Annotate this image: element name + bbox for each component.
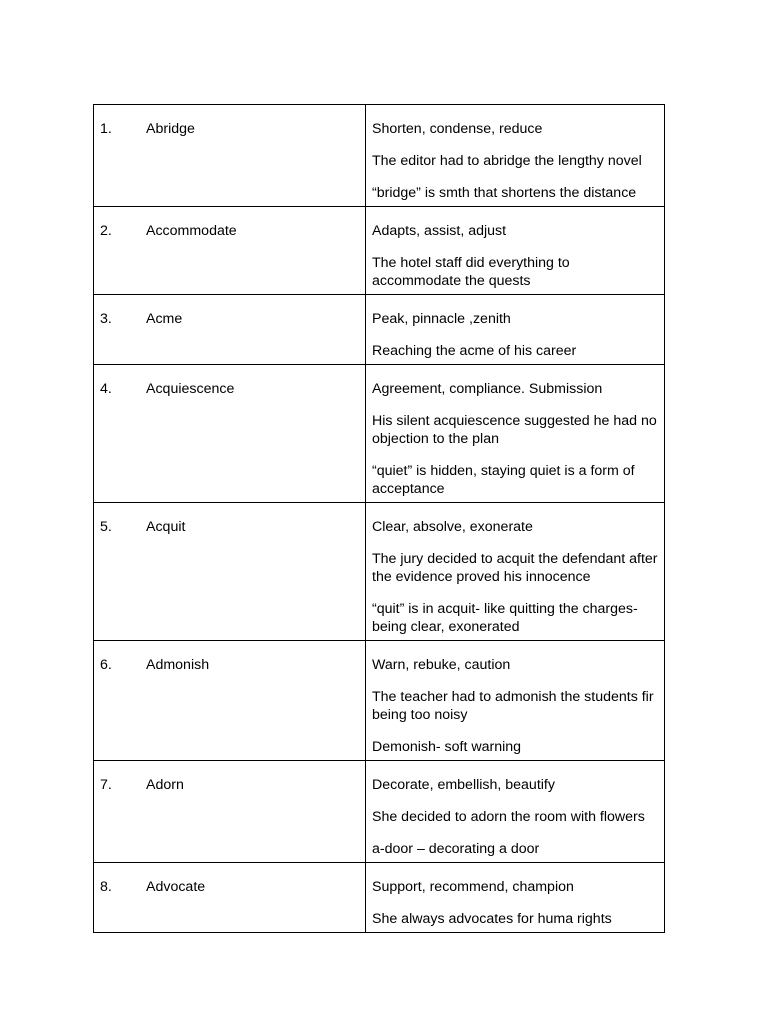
- mnemonic-text: “quit” is in acquit- like quitting the charges- being clear, exonerated: [372, 601, 638, 635]
- entry-number: 8.: [100, 879, 112, 895]
- table-row: [94, 761, 665, 863]
- synonyms-text: Shorten, condense, reduce: [372, 121, 543, 137]
- mnemonic-text: a-door – decorating a door: [372, 841, 540, 857]
- entry-number: 1.: [100, 121, 112, 137]
- example-sentence: His silent acquiescence suggested he had no objection to the plan: [372, 413, 657, 447]
- entry-number: 6.: [100, 657, 112, 673]
- definition-cell: [366, 295, 665, 365]
- word-cell: [94, 503, 366, 641]
- mnemonic-text: “quiet” is hidden, staying quiet is a form of acceptance: [372, 463, 635, 497]
- example-sentence: The teacher had to admonish the students fir being too noisy: [372, 689, 654, 723]
- vocabulary-word: Accommodate: [146, 223, 237, 239]
- synonyms-text: Adapts, assist, adjust: [372, 223, 507, 239]
- mnemonic-text: “bridge” is smth that shortens the distance: [372, 185, 637, 201]
- vocabulary-word: Acme: [146, 311, 183, 327]
- synonyms-text: Decorate, embellish, beautify: [372, 777, 555, 793]
- definition-cell: [366, 207, 665, 295]
- definition-cell: [366, 105, 665, 207]
- entry-number: 5.: [100, 519, 112, 535]
- vocabulary-word: Abridge: [146, 121, 195, 137]
- synonyms-text: Peak, pinnacle ,zenith: [372, 311, 511, 327]
- example-sentence: Reaching the acme of his career: [372, 343, 577, 359]
- vocabulary-word: Advocate: [146, 879, 206, 895]
- vocabulary-word: Adorn: [146, 777, 184, 793]
- word-cell: [94, 365, 366, 503]
- table-row: [94, 207, 665, 295]
- vocabulary-word: Acquit: [146, 519, 186, 535]
- entry-number: 7.: [100, 777, 112, 793]
- table-row: [94, 365, 665, 503]
- definition-cell: [366, 641, 665, 761]
- synonyms-text: Clear, absolve, exonerate: [372, 519, 533, 535]
- example-sentence: The jury decided to acquit the defendant after the evidence proved his innocence: [372, 551, 658, 585]
- synonyms-text: Agreement, compliance. Submission: [372, 381, 603, 397]
- word-cell: [94, 295, 366, 365]
- vocabulary-table: [93, 104, 665, 933]
- table-row: [94, 295, 665, 365]
- definition-cell: [366, 365, 665, 503]
- definition-cell: [366, 503, 665, 641]
- mnemonic-text: Demonish- soft warning: [372, 739, 522, 755]
- example-sentence: The hotel staff did everything to accommodate the quests: [372, 255, 570, 289]
- entry-number: 3.: [100, 311, 112, 327]
- word-cell: [94, 207, 366, 295]
- example-sentence: She always advocates for huma rights: [372, 911, 612, 927]
- synonyms-text: Support, recommend, champion: [372, 879, 574, 895]
- word-cell: [94, 641, 366, 761]
- word-cell: [94, 761, 366, 863]
- table-row: [94, 503, 665, 641]
- table-row: [94, 641, 665, 761]
- example-sentence: She decided to adorn the room with flowers: [372, 809, 645, 825]
- vocabulary-table-body: [94, 105, 665, 933]
- definition-cell: [366, 863, 665, 933]
- word-cell: [94, 863, 366, 933]
- word-cell: [94, 105, 366, 207]
- table-row: [94, 863, 665, 933]
- entry-number: 2.: [100, 223, 112, 239]
- entry-number: 4.: [100, 381, 112, 397]
- vocabulary-word: Admonish: [146, 657, 210, 673]
- table-row: [94, 105, 665, 207]
- synonyms-text: Warn, rebuke, caution: [372, 657, 511, 673]
- definition-cell: [366, 761, 665, 863]
- example-sentence: The editor had to abridge the lengthy novel: [372, 153, 642, 169]
- vocabulary-word: Acquiescence: [146, 381, 235, 397]
